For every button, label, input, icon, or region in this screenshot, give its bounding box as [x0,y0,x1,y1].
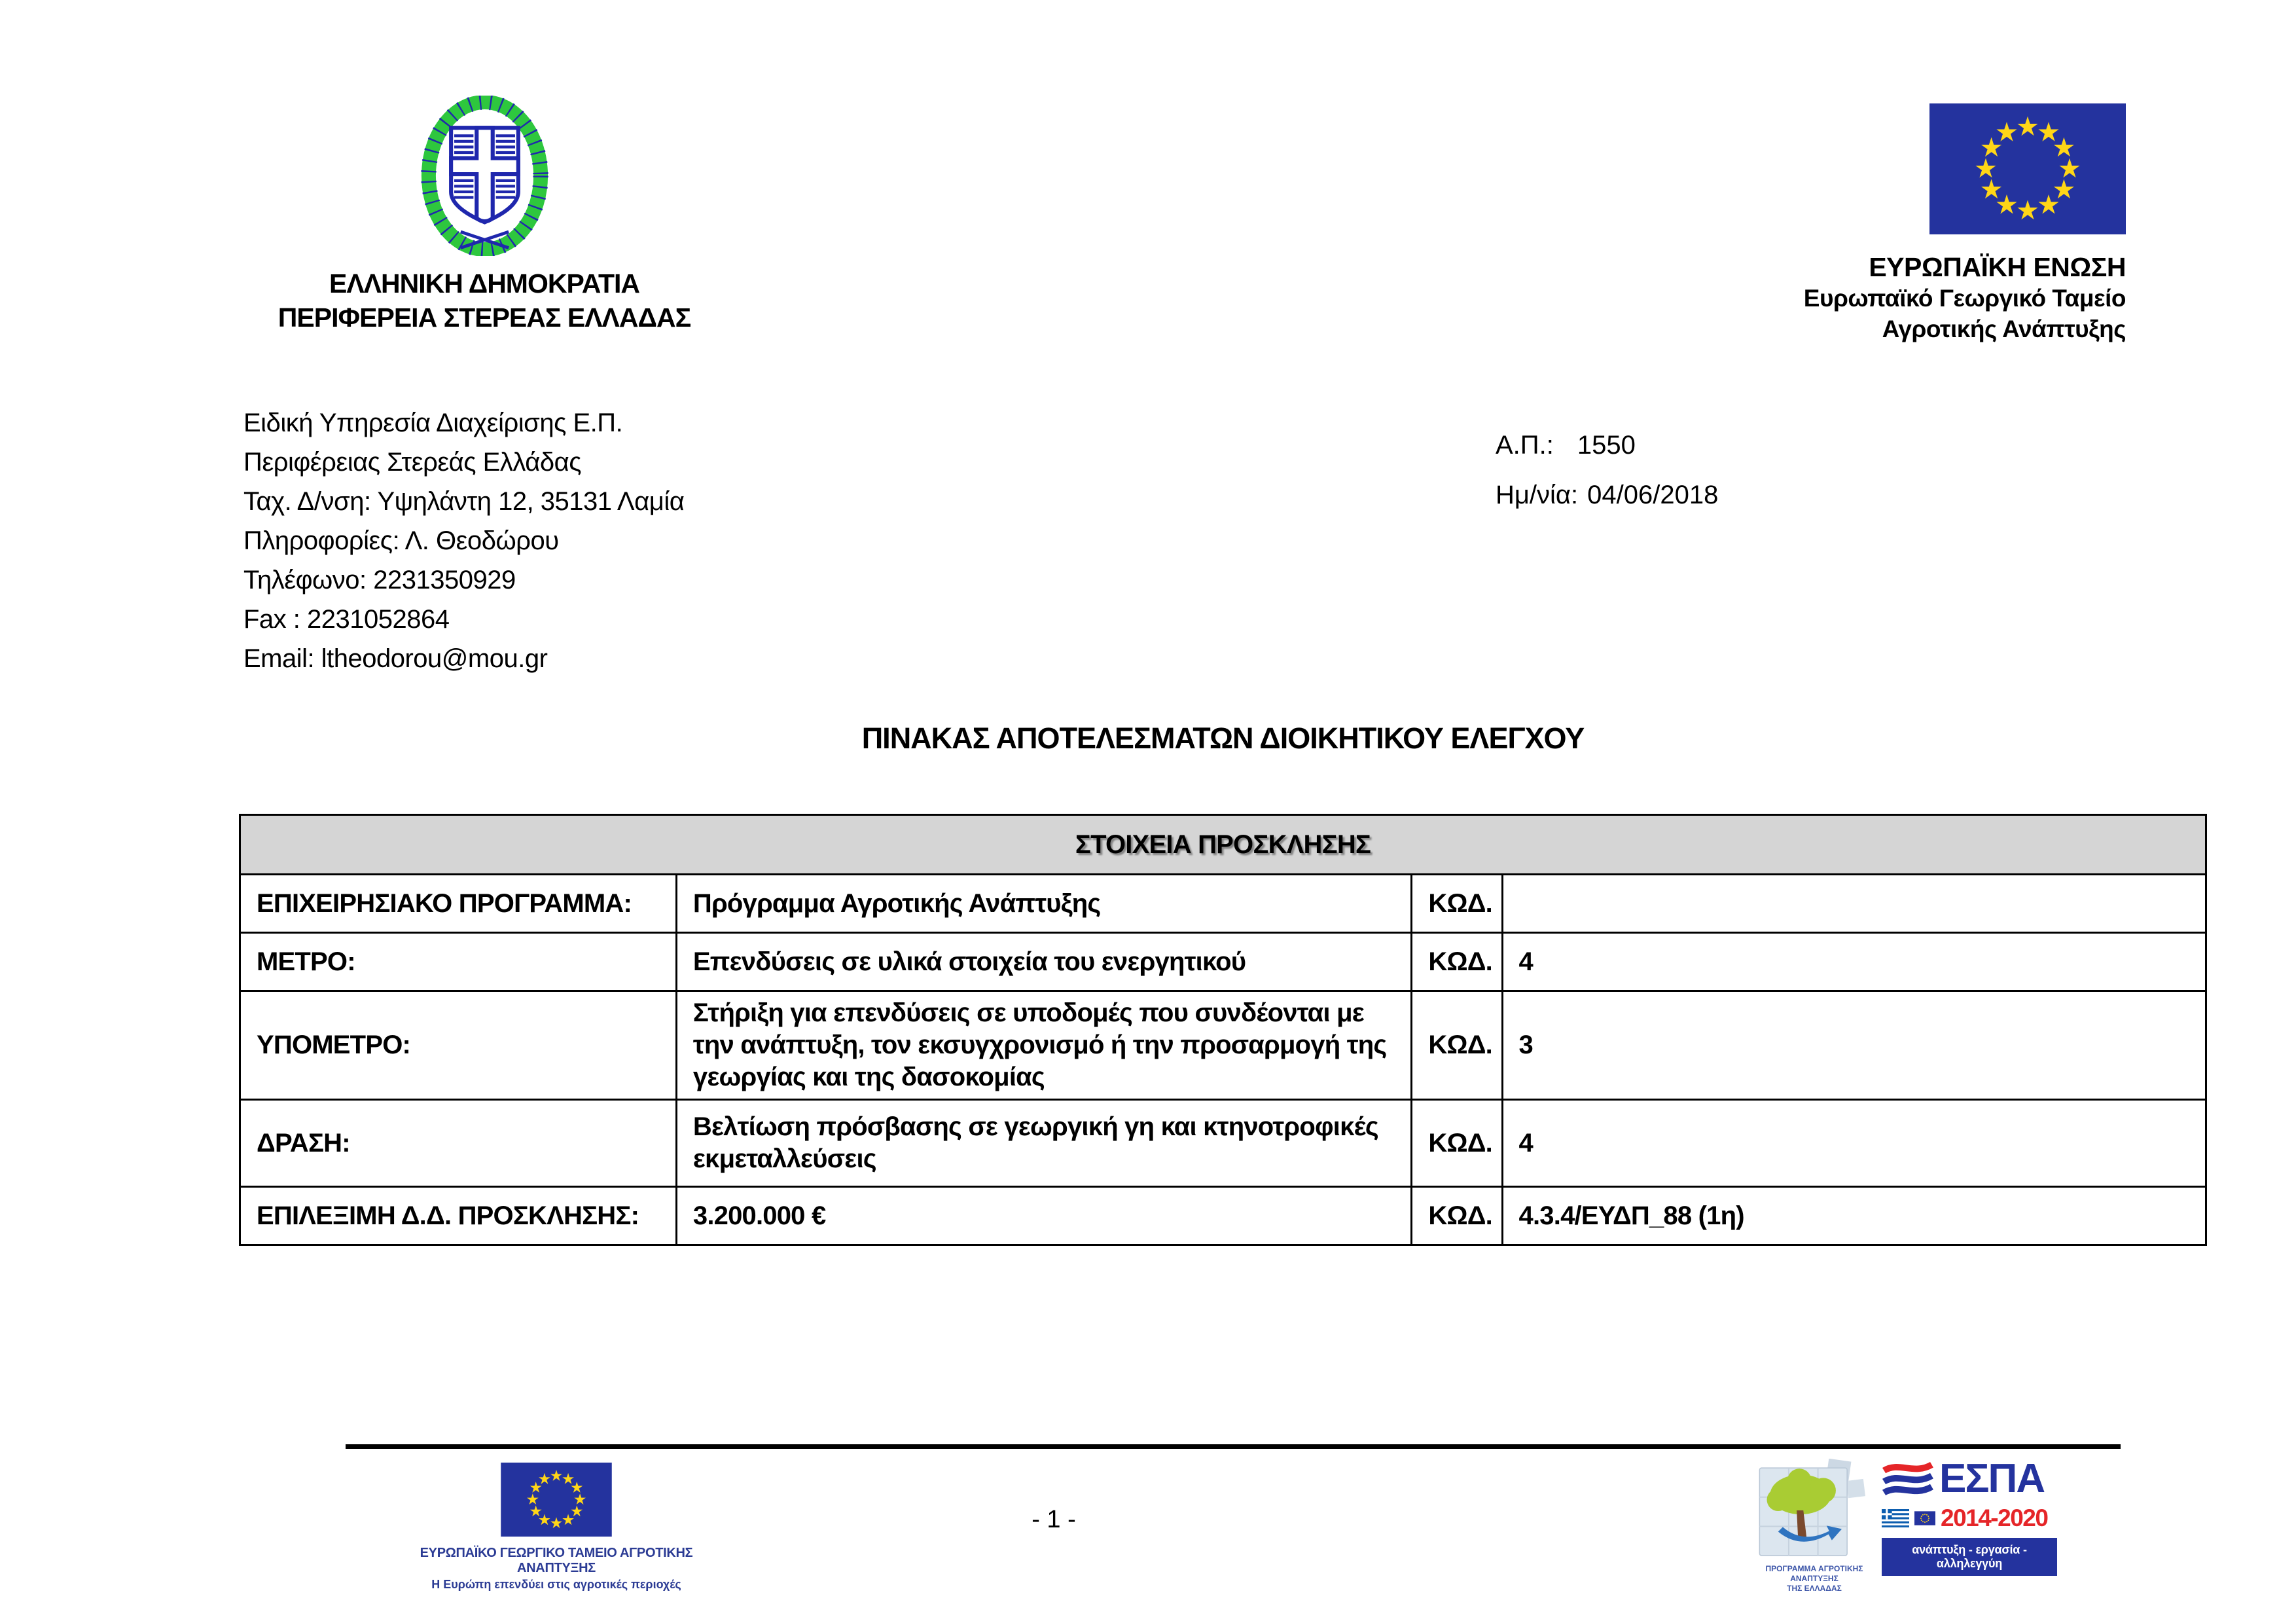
eu-fund-line1: Ευρωπαϊκό Γεωργικό Ταμείο [1803,285,2126,312]
espa-eu-flag-icon [1914,1509,1935,1527]
rural-caption-line2: ΤΗΣ ΕΛΛΑΔΑΣ [1787,1584,1842,1593]
row-value: Πρόγραμμα Αγροτικής Ανάπτυξης [676,875,1412,933]
kod-value: 4.3.4/ΕΥΔΠ_88 (1η) [1502,1187,2206,1245]
eu-flag-icon [1929,103,2126,234]
espa-waves-icon [1882,1460,1934,1498]
region-title: ΠΕΡΙΦΕΡΕΙΑ ΣΤΕΡΕΑΣ ΕΛΛΑΔΑΣ [278,302,691,333]
invitation-table [239,814,2207,1246]
eu-union-title: ΕΥΡΩΠΑΪΚΗ ΕΝΩΣΗ [1869,252,2126,282]
kod-label: ΚΩΔ. [1412,1187,1502,1245]
protocol-number-value: 1550 [1577,431,1636,460]
row-label: ΕΠΙΛΕΞΙΜΗ Δ.Δ. ΠΡΟΣΚΛΗΣΗΣ: [240,1187,677,1245]
eafrd-logo-block [393,1463,720,1592]
footer-divider [346,1444,2121,1449]
page-number: - 1 - [1031,1506,1076,1533]
espa-name: ΕΣΠΑ [1939,1456,2045,1501]
table-row [240,933,2206,991]
contact-line-address: Ταχ. Δ/νση: Υψηλάντη 12, 35131 Λαμία [243,487,685,516]
protocol-date-value: 04/06/2018 [1587,481,1719,509]
contact-line-region: Περιφέρειας Στερεάς Ελλάδας [243,448,582,477]
contact-line-email: Email: ltheodorou@mou.gr [243,644,548,673]
espa-logo-middle [1882,1504,2057,1532]
row-label: ΔΡΑΣΗ: [240,1100,677,1187]
eu-fund-line2: Αγροτικής Ανάπτυξης [1882,316,2126,342]
table-row [240,1187,2206,1245]
protocol-number-row [1496,420,1718,470]
table-row [240,1100,2206,1187]
hellenic-republic-branding [262,96,707,335]
kod-value: 4 [1502,933,2206,991]
table-row [240,991,2206,1100]
row-value: Στήριξη για επενδύσεις σε υποδομές που συνδέονται με την ανάπτυξη, τον εκσυγχρονισμό ή την προσαρμογή της γεωργίας και της δασοκομίας [676,991,1412,1100]
hellenic-republic-title: ΕΛΛΗΝΙΚΗ ΔΗΜΟΚΡΑΤΙΑ [329,268,640,299]
contact-line-fax: Fax : 2231052864 [243,605,450,634]
espa-tagline: ανάπτυξη - εργασία - αλληλεγγύη [1882,1538,2057,1576]
table-header: ΣΤΟΙΧΕΙΑ ΠΡΟΣΚΛΗΣΗΣ [240,815,2206,875]
contact-line-info: Πληροφορίες: Λ. Θεοδώρου [243,526,559,555]
greek-flag-icon [1882,1509,1909,1527]
footer-logos-right [1756,1456,2057,1594]
row-value: Βελτίωση πρόσβασης σε γεωργική γη και κτηνοτροφικές εκμεταλλεύσεις [676,1100,1412,1187]
contact-line-phone: Τηλέφωνο: 2231350929 [243,566,516,594]
row-label: ΥΠΟΜΕΤΡΟ: [240,991,677,1100]
row-value: Επενδύσεις σε υλικά στοιχεία του ενεργητικού [676,933,1412,991]
rural-programme-logo-icon [1757,1459,1872,1558]
page-title: ΠΙΝΑΚΑΣ ΑΠΟΤΕΛΕΣΜΑΤΩΝ ΔΙΟΙΚΗΤΙΚΟΥ ΕΛΕΓΧΟΥ [861,721,1585,755]
eu-branding [1628,103,2126,344]
eafrd-caption-line1: ΕΥΡΩΠΑΪΚΟ ΓΕΩΡΓΙΚΟ ΤΑΜΕΙΟ ΑΓΡΟΤΙΚΗΣ ΑΝΑΠΤΥΞΗΣ [420,1546,693,1575]
table-row [240,875,2206,933]
row-value: 3.200.000 € [676,1187,1412,1245]
kod-label: ΚΩΔ. [1412,991,1502,1100]
footer-eu-flag-icon [501,1463,612,1537]
greek-emblem-icon [411,96,558,256]
kod-label: ΚΩΔ. [1412,1100,1502,1187]
protocol-date-row [1496,470,1718,520]
rural-programme-caption [1756,1564,1873,1594]
row-label: ΜΕΤΡΟ: [240,933,677,991]
kod-value [1502,875,2206,933]
kod-value: 3 [1502,991,2206,1100]
eafrd-caption-line2: Η Ευρώπη επενδύει στις αγροτικές περιοχές [431,1578,681,1591]
kod-value: 4 [1502,1100,2206,1187]
row-label: ΕΠΙΧΕΙΡΗΣΙΑΚΟ ΠΡΟΓΡΑΜΜΑ: [240,875,677,933]
protocol-date-label: Ημ/νία: [1496,481,1579,509]
rural-programme-logo-block [1756,1459,1873,1594]
espa-logo-block [1882,1456,2057,1576]
espa-years: 2014-2020 [1941,1504,2048,1531]
protocol-number-label: Α.Π.: [1496,431,1554,460]
rural-caption-line1: ΠΡΟΓΡΑΜΜΑ ΑΓΡΟΤΙΚΗΣ ΑΝΑΠΤΥΞΗΣ [1765,1564,1863,1583]
protocol-block [1496,420,1718,520]
contact-line-service: Ειδική Υπηρεσία Διαχείρισης Ε.Π. [243,409,623,437]
contact-block [243,403,684,678]
espa-logo-top [1882,1456,2057,1501]
table-header-row [240,815,2206,875]
kod-label: ΚΩΔ. [1412,933,1502,991]
kod-label: ΚΩΔ. [1412,875,1502,933]
